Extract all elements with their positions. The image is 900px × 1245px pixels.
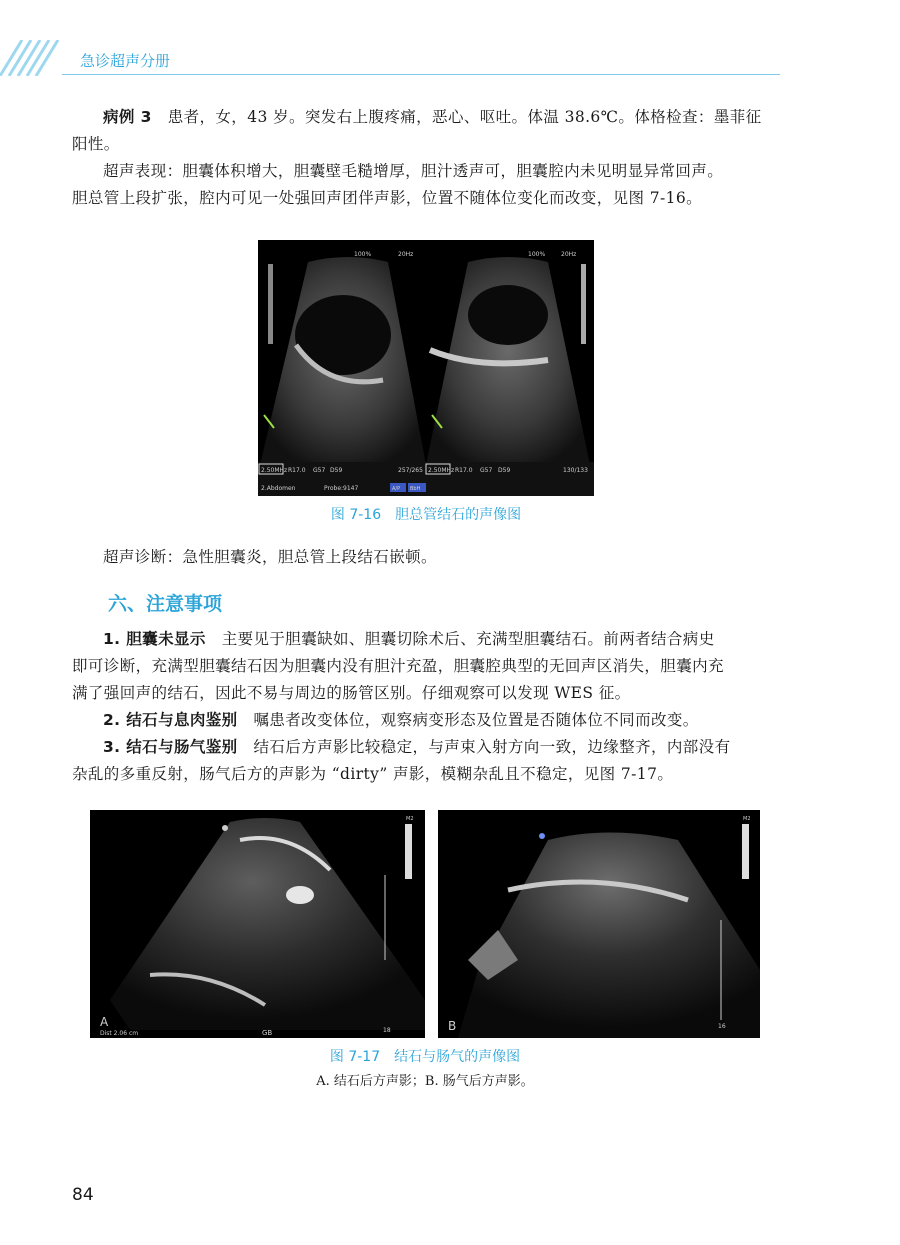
note-1-line3: 满了强回声的结石，因此不易与周边的肠管区别。仔细观察可以发现 WES 征。 <box>72 684 631 702</box>
diagnosis-paragraph <box>72 544 784 571</box>
case-label: 病例 3 <box>103 108 152 126</box>
note-3-label: 3. 结石与肠气鉴别 <box>103 738 238 756</box>
overlay-probe: Probe:9147 <box>324 485 359 492</box>
figure-7-17-panel-b <box>438 810 760 1038</box>
overlay-right-hz: 20Hz <box>561 251 577 258</box>
header-rule <box>62 74 780 75</box>
figure-7-17-caption: 图 7-17 结石与肠气的声像图 <box>329 1049 521 1065</box>
overlay-right-pct: 100% <box>528 251 546 258</box>
overlay-left-g: G57 <box>313 467 326 474</box>
figure-7-16-caption: 图 7-16 胆总管结石的声像图 <box>330 507 522 523</box>
note-1-paragraph <box>72 626 784 707</box>
section-heading: 六、注意事项 <box>108 593 223 615</box>
overlay-bbh-button: BbH <box>410 486 421 492</box>
overlay-right-freq: 2.50MHz <box>428 467 455 474</box>
panel-b-depth: 16 <box>718 1023 726 1030</box>
overlay-left-r: R17.0 <box>288 467 306 474</box>
header-stripe-decoration <box>0 40 62 76</box>
overlay-right-r: R17.0 <box>455 467 473 474</box>
note-3-paragraph <box>72 734 784 788</box>
panel-b-letter: B <box>448 1019 457 1033</box>
note-1-label: 1. 胆囊未显示 <box>103 630 206 648</box>
diagnosis-text: 超声诊断：急性胆囊炎，胆总管上段结石嵌顿。 <box>103 548 437 566</box>
case-text-line2: 阳性。 <box>72 135 120 153</box>
figure-7-17-panel-a <box>90 810 425 1038</box>
panel-a-gb-label: GB <box>262 1029 273 1037</box>
panel-a-letter: A <box>100 1015 109 1029</box>
note-3-line1: 结石后方声影比较稳定，与声束入射方向一致，边缘整齐，内部没有 <box>253 738 731 756</box>
overlay-left-pct: 100% <box>354 251 372 258</box>
overlay-left-hz: 20Hz <box>398 251 414 258</box>
running-header-title: 急诊超声分册 <box>80 52 171 70</box>
findings-line1: 超声表现：胆囊体积增大，胆囊壁毛糙增厚，胆汁透声可，胆囊腔内未见明显异常回声。 <box>103 162 724 180</box>
overlay-right-d: D59 <box>498 467 511 474</box>
case-3-paragraph <box>72 104 784 158</box>
overlay-preset: 2.Abdomen <box>261 485 296 492</box>
case-text-line1: 患者，女，43 岁。突发右上腹疼痛，恶心、呕吐。体温 38.6℃。体格检查：墨菲征 <box>167 108 762 126</box>
note-2-paragraph <box>72 707 784 734</box>
overlay-left-d: D59 <box>330 467 343 474</box>
figure-7-16-image <box>258 240 594 496</box>
note-1-line2: 即可诊断，充满型胆囊结石因为胆囊内没有胆汁充盈，胆囊腔典型的无回声区消失，胆囊内充 <box>72 657 724 675</box>
panel-a-dist-readout: Dist 2.06 cm <box>100 1030 139 1037</box>
overlay-right-g: G57 <box>480 467 493 474</box>
note-2-label: 2. 结石与息肉鉴别 <box>103 711 238 729</box>
panel-a-m2-label: M2 <box>406 816 414 822</box>
panel-a-depth: 18 <box>383 1027 391 1034</box>
figure-7-17-subcaption: A. 结石后方声影；B. 肠气后方声影。 <box>316 1074 534 1089</box>
findings-line2: 胆总管上段扩张，腔内可见一处强回声团伴声影，位置不随体位变化而改变，见图 7-16。 <box>72 189 703 207</box>
overlay-left-freq: 2.50MHz <box>261 467 288 474</box>
note-2-text: 嘱患者改变体位，观察病变形态及位置是否随体位不同而改变。 <box>253 711 699 729</box>
overlay-right-frames: 130/133 <box>563 467 588 474</box>
overlay-ap-button: A/P <box>392 486 401 492</box>
findings-paragraph <box>72 158 784 212</box>
note-3-line2: 杂乱的多重反射，肠气后方的声影为 “dirty” 声影，模糊杂乱且不稳定，见图 7-17。 <box>72 765 674 783</box>
overlay-left-frames: 257/265 <box>398 467 423 474</box>
page-number: 84 <box>72 1185 94 1205</box>
note-1-line1: 主要见于胆囊缺如、胆囊切除术后、充满型胆囊结石。前两者结合病史 <box>221 630 715 648</box>
panel-b-m2-label: M2 <box>743 816 751 822</box>
